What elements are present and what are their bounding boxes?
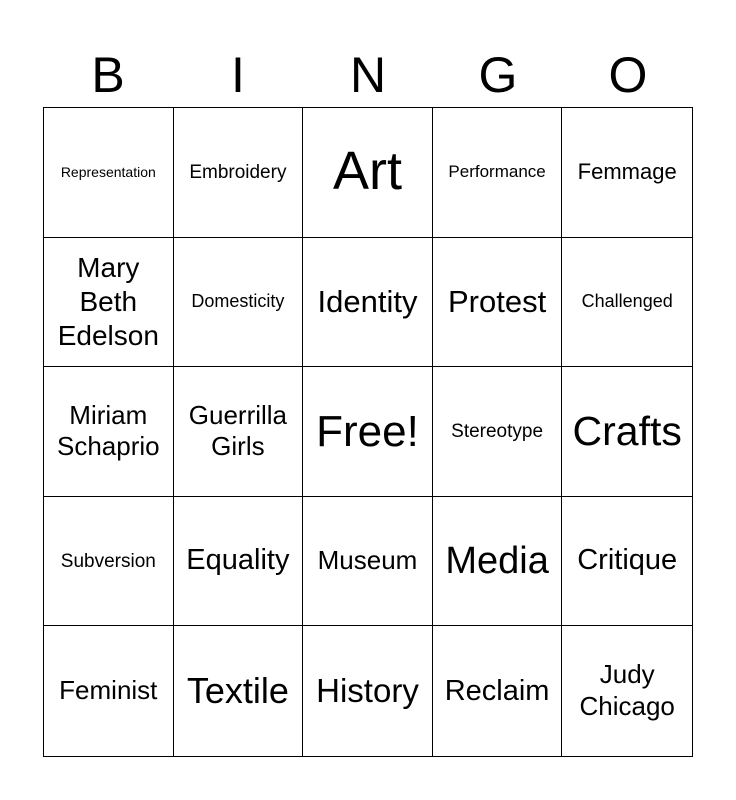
bingo-cell[interactable]: Textile [174, 626, 304, 756]
bingo-cell[interactable]: Museum [303, 497, 433, 627]
bingo-cell[interactable]: Performance [433, 108, 563, 238]
bingo-header [43, 44, 693, 106]
bingo-cell[interactable]: Stereotype [433, 367, 563, 497]
bingo-cell[interactable]: Art [303, 108, 433, 238]
bingo-cell[interactable]: Domesticity [174, 238, 304, 368]
bingo-cell[interactable]: Subversion [44, 497, 174, 627]
bingo-cell[interactable]: Femmage [562, 108, 692, 238]
bingo-cell[interactable]: Equality [174, 497, 304, 627]
bingo-cell[interactable]: History [303, 626, 433, 756]
bingo-cell[interactable]: Challenged [562, 238, 692, 368]
bingo-cell[interactable]: Judy Chicago [579, 659, 675, 722]
bingo-cell[interactable]: Feminist [44, 626, 174, 756]
bingo-cell[interactable]: Guerrilla Girls [174, 367, 304, 497]
header-letter-o: O [608, 47, 648, 103]
bingo-cell[interactable]: Protest [433, 238, 563, 368]
bingo-cell[interactable]: Identity [303, 238, 433, 368]
bingo-cell[interactable]: Embroidery [174, 108, 304, 238]
header-letter-i: I [231, 47, 245, 103]
bingo-cell[interactable]: Mary Beth Edelson [44, 238, 174, 368]
bingo-cell[interactable]: Crafts [562, 367, 692, 497]
bingo-cell[interactable]: Representation [44, 108, 174, 238]
bingo-board [43, 107, 693, 757]
free-space-cell[interactable]: Free! [303, 367, 433, 497]
header-letter-g: G [478, 47, 518, 103]
bingo-cell[interactable]: Reclaim [433, 626, 563, 756]
bingo-cell[interactable]: Critique [562, 497, 692, 627]
header-letter-n: N [349, 47, 387, 103]
bingo-cell[interactable]: Miriam Schaprio [44, 367, 174, 497]
header-letter-b: B [91, 47, 125, 103]
bingo-cell[interactable]: Media [433, 497, 563, 627]
